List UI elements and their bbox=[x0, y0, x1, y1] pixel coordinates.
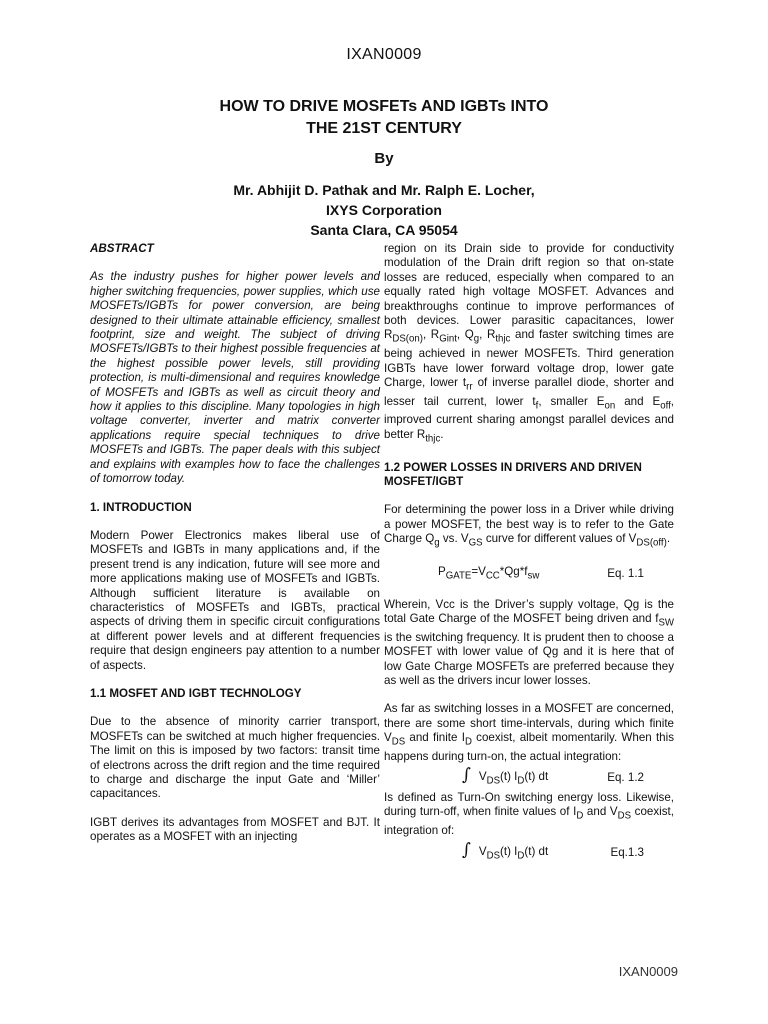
section-1-2-paragraph-4: Is defined as Turn-On switching energy loss. Likewise, during turn-off, when finite values of $I_D$ and $V_{DS}$ coexist, integration of: bbox=[384, 791, 674, 838]
location: Santa Clara, CA 95054 bbox=[310, 222, 458, 238]
equation-1-2-number: Eq. 1.2 bbox=[607, 771, 644, 785]
title-line-2: THE 21ST CENTURY bbox=[306, 120, 462, 137]
document-id-footer: IXAN0009 bbox=[618, 964, 678, 979]
author-block bbox=[0, 180, 768, 240]
by-line: By bbox=[374, 150, 394, 167]
igbt-continuation-paragraph: region on its Drain side to provide for conductivity modulation of the Drain drift region so that on-state losses are reduced, especially when compared to an equally rated high voltage MOSFET. Advances and breakthroughs continue to improve performances of both devices. Lower parasitic capacitances, lower $R_{DS(on)}$, $R_{Gint}$, $Q_g$, $R_{thjc}$ and faster switching times are being achieved in newer MOSFETs. Third generation IGBTs have lower forward voltage drop, lower gate Charge, lower $t_{rr}$ of inverse parallel diode, shorter and lesser tail current, lower $t_f$, smaller $E_{on}$ and $E_{off}$, improved current sharing amongst parallel devices and better $R_{thjc}$. bbox=[384, 242, 675, 445]
section-1-2-paragraph-1: For determining the power loss in a Driver while driving a power MOSFET, the best way is to refer to the Gate Charge $Q_g$ vs. $V_{GS}$ curve for different values of $V_{DS(off)}$. bbox=[384, 503, 674, 549]
section-1-1-heading: 1.1 MOSFET AND IGBT TECHNOLOGY bbox=[90, 686, 302, 700]
right-column bbox=[384, 242, 674, 863]
equation-1-3-expression: ∫ $V_{DS}(t)$ $I_D(t)$ dt bbox=[462, 839, 549, 861]
paper-title bbox=[0, 96, 768, 140]
section-1-2-paragraph-3: As far as switching losses in a MOSFET are concerned, there are some short time-intervals, during which finite $V_{DS}$ and finite $I_D$ coexist, albeit momentarily. When this happens during turn-on, the actual integration: bbox=[384, 702, 675, 763]
integral-symbol: ∫ bbox=[462, 839, 471, 860]
equation-1-1-number: Eq. 1.1 bbox=[607, 567, 644, 581]
abstract-text: As the industry pushes for higher power levels and higher switching frequencies, power supplies, which use MOSFETs/IGBTs for power conversion, are being designed to their ultimate attainable efficiency, smallest footprint, size and weight. The subject of driving MOSFETs/IGBTs to their highest possible frequencies at the highest possible power levels, still providing protection, is multi-dimensional and requires knowledge of MOSFETs and IGBTs as well as circuit theory and how it applies to this discipline. Many topologies in high voltage converter, inverter and matrix converter applications require special techniques to drive MOSFETs and IGBTs. The paper deals with this subject and explains with examples how to face the challenges of tomorrow today. bbox=[90, 270, 380, 486]
section-1-2-paragraph-2: Wherein, Vcc is the Driver’s supply voltage, Qg is the total Gate Charge of the MOSFET being driven and $f_{SW}$ is the switching frequency. It is prudent then to choose a MOSFET with lower value of Qg and it is here that of low Gate Charge MOSFETs are preferred because they as well as the drivers incur lower losses. bbox=[384, 597, 674, 687]
abstract-heading: ABSTRACT bbox=[90, 242, 154, 255]
equation-1-1-expression: $P_{GATE}=V_{CC}*Qg*f_{sw}$ bbox=[438, 564, 540, 582]
equation-1-2 bbox=[384, 765, 674, 789]
section-1-2-heading: 1.2 POWER LOSSES IN DRIVERS AND DRIVEN MOSFET/IGBT bbox=[384, 460, 642, 488]
equation-1-1 bbox=[384, 565, 674, 584]
equation-1-2-expression: ∫ $V_{DS}(t)$ $I_D(t)$ dt bbox=[462, 765, 549, 787]
organization: IXYS Corporation bbox=[326, 202, 442, 218]
document-id-header: IXAN0009 bbox=[346, 46, 422, 63]
introduction-text: Modern Power Electronics makes liberal use of MOSFETs and IGBTs in many applications and, if the present trend is any indication, future will see more and more applications making use of MOSFETs and IGBTs. Although sufficient literature is available on characteristics of MOSFETs and IGBTs, practical aspects of driving them in specific circuit configurations at different power levels and at different frequencies require that design engineers pay attention to a number of aspects. bbox=[90, 528, 380, 672]
authors: Mr. Abhijit D. Pathak and Mr. Ralph E. Locher, bbox=[233, 182, 535, 198]
equation-1-3-number: Eq.1.3 bbox=[610, 845, 644, 859]
left-column bbox=[90, 242, 380, 859]
title-line-1: HOW TO DRIVE MOSFETs AND IGBTs INTO bbox=[219, 98, 549, 115]
introduction-heading: 1. INTRODUCTION bbox=[90, 500, 192, 514]
integral-symbol: ∫ bbox=[462, 765, 471, 786]
equation-1-3 bbox=[384, 839, 674, 864]
section-1-1-paragraph-1: Due to the absence of minority carrier transport, MOSFETs can be switched at much higher frequencies. The limit on this is imposed by two factors: transit time of electrons across the drift region and the time required to charge and discharge the input Gate and ‘Miller’ capacitances. bbox=[90, 715, 380, 801]
section-1-1-paragraph-2: IGBT derives its advantages from MOSFET and BJT. It operates as a MOSFET with an injecting bbox=[90, 815, 380, 844]
